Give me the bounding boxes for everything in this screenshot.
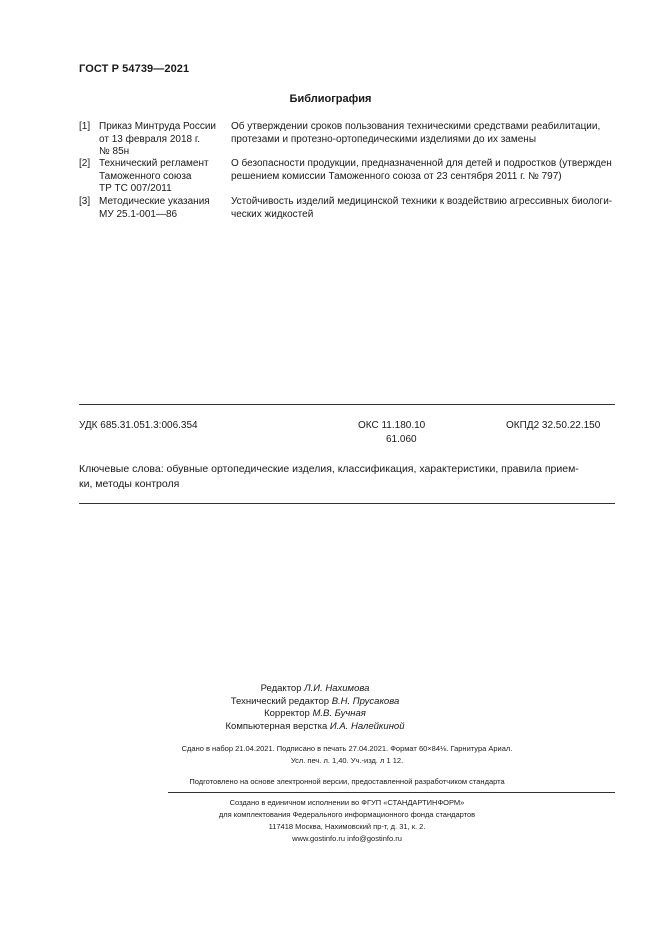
credit-editor xyxy=(190,683,440,696)
publisher-line: Создано в единичном исполнении во ФГУП «СТАНДАРТИНФОРМ» xyxy=(229,798,465,807)
classification-top-rule xyxy=(79,404,615,405)
entry-number: [3] xyxy=(79,196,91,207)
document-code: ГОСТ Р 54739—2021 xyxy=(79,63,190,75)
imprint-source-note: Подготовлено на основе электронной версии, предоставленной разработчиком стандарта xyxy=(189,777,505,786)
imprint-rule xyxy=(168,792,615,793)
credits-block xyxy=(190,683,440,733)
credit-person: В.Н. Прусакова xyxy=(331,695,400,707)
oks-code: ОКС 11.180.10 xyxy=(358,420,426,431)
credit-tech-editor xyxy=(190,696,440,709)
oks-code-secondary: 61.060 xyxy=(386,434,417,445)
credit-role: Компьютерная верстка xyxy=(225,720,328,732)
credit-role: Редактор xyxy=(260,683,302,694)
okpd-code: ОКПД2 32.50.22.150 xyxy=(506,420,601,431)
entry-source-line: от 13 февраля 2018 г. xyxy=(99,133,201,145)
entry-source xyxy=(99,158,224,196)
keywords-bottom-rule xyxy=(79,503,615,504)
entry-title-line: протезами и протезно-ортопедическими изделиями до их замены xyxy=(231,133,537,145)
credit-person: Л.И. Нахимова xyxy=(304,683,370,694)
entry-title-line: О безопасности продукции, предназначенной для детей и подростков (утвержден xyxy=(231,158,612,169)
entry-source-line: МУ 25.1-001—86 xyxy=(99,208,178,220)
entry-title xyxy=(231,121,615,146)
entry-source-line: Методические указания xyxy=(99,196,210,207)
entry-source-line: ТР ТС 007/2011 xyxy=(99,183,172,194)
entry-title xyxy=(231,196,615,221)
credit-role: Технический редактор xyxy=(230,695,330,707)
publisher-block xyxy=(79,797,615,845)
imprint-sheets-line: Усл. печ. л. 1,40. Уч.-изд. л 1 12. xyxy=(290,756,404,765)
entry-source-line: Технический регламент xyxy=(99,158,209,169)
entry-source xyxy=(99,121,224,159)
entry-title-line: Устойчивость изделий медицинской техники к воздействию агрессивных биологи- xyxy=(231,196,613,207)
entry-source-line: № 85н xyxy=(99,146,130,157)
credit-person: М.В. Бучная xyxy=(312,708,366,719)
publisher-line: 117418 Москва, Нахимовский пр-т, д. 31, к. 2. xyxy=(268,822,426,831)
imprint-signed-line: Сдано в набор 21.04.2021. Подписано в печать 27.04.2021. Формат 60×84⅛. Гарнитура Ариал. xyxy=(181,744,513,753)
entry-title xyxy=(231,158,615,183)
entry-source-line: Приказ Минтруда России xyxy=(99,121,217,132)
udk-code: УДК 685.31.051.3:006.354 xyxy=(79,420,198,431)
entry-source xyxy=(99,196,224,221)
credit-corrector xyxy=(190,708,440,721)
entry-title-line: Об утверждении сроков пользования техническими средствами реабилитации, xyxy=(231,121,601,132)
keywords-line: Ключевые слова: обувные ортопедические изделия, классификация, характеристики, правила прием- xyxy=(79,463,579,475)
entry-number: [2] xyxy=(79,158,91,169)
credit-layout xyxy=(190,721,440,734)
credit-person: И.А. Налейкиной xyxy=(329,720,405,732)
credit-role: Корректор xyxy=(264,708,310,719)
entry-title-line: ческих жидкостей xyxy=(231,208,314,220)
entry-source-line: Таможенного союза xyxy=(99,170,192,182)
entry-number: [1] xyxy=(79,121,91,132)
bibliography-title: Библиография xyxy=(289,93,372,105)
keywords xyxy=(79,462,615,492)
publisher-contacts: www.gostinfo.ru info@gostinfo.ru xyxy=(292,834,402,843)
keywords-line: ки, методы контроля xyxy=(79,478,180,490)
publisher-line: для комплектования Федерального информационного фонда стандартов xyxy=(218,810,476,819)
entry-title-line: решением комиссии Таможенного союза от 23 сентября 2011 г. № 797) xyxy=(231,170,562,182)
